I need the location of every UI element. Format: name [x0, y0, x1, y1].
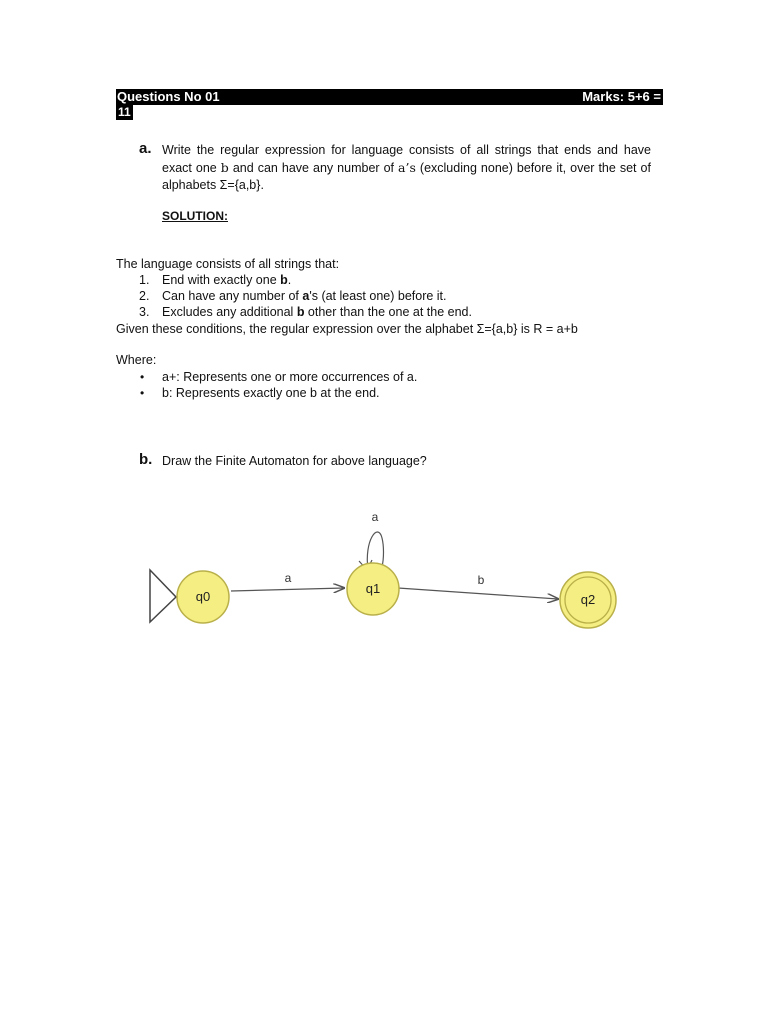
part-a-letter: a. — [139, 140, 152, 157]
symbol-b: b — [220, 160, 229, 175]
state-label: q2 — [580, 592, 596, 607]
list-number: 2. — [139, 289, 150, 303]
list-number: 1. — [139, 273, 150, 287]
solution-conclusion: Given these conditions, the regular expression over the alphabet Σ={a,b} is R = a+b — [116, 322, 578, 336]
part-a-question — [162, 142, 651, 194]
part-b-question: Draw the Finite Automaton for above language? — [162, 454, 427, 468]
state-label: q1 — [365, 581, 381, 596]
list-item: Can have any number of a's (at least one) before it. — [162, 289, 447, 303]
part-b-letter: b. — [139, 451, 153, 468]
edge-label: a — [284, 571, 292, 585]
symbol-a: a’s — [398, 160, 416, 175]
list-item: Excludes any additional b other than the one at the end. — [162, 305, 472, 319]
where-label: Where: — [116, 353, 157, 367]
finite-automaton-diagram — [116, 500, 636, 640]
solution-intro: The language consists of all strings that: — [116, 257, 340, 271]
part-a-text-2: and can have any number of — [228, 161, 399, 175]
question-header-bar — [116, 89, 663, 105]
bullet-icon: • — [140, 370, 145, 384]
list-item: End with exactly one b. — [162, 273, 292, 287]
start-arrow-icon — [150, 570, 176, 622]
edge-label: a — [371, 510, 379, 524]
bullet-icon: • — [140, 386, 145, 400]
bullet-item: b: Represents exactly one b at the end. — [162, 386, 380, 400]
marks-label: Marks: 5+6 = — [582, 89, 661, 104]
question-title: Questions No 01 — [117, 89, 220, 104]
part-a-text-3: (excluding none) before it, over the set of alphabets Σ={a,b}. — [162, 161, 651, 192]
bullet-item: a+: Represents one or more occurrences of a. — [162, 370, 418, 384]
part-a-text-1: Write the regular expression for language consists of all strings that ends and have exact one — [162, 143, 651, 175]
solution-label: SOLUTION: — [162, 209, 228, 223]
list-number: 3. — [139, 305, 150, 319]
edge-q0-q1 — [231, 588, 344, 591]
marks-total: 11 — [118, 105, 131, 119]
edge-q1-q2 — [398, 588, 558, 599]
state-label: q0 — [195, 589, 211, 604]
edge-label: b — [477, 573, 485, 587]
